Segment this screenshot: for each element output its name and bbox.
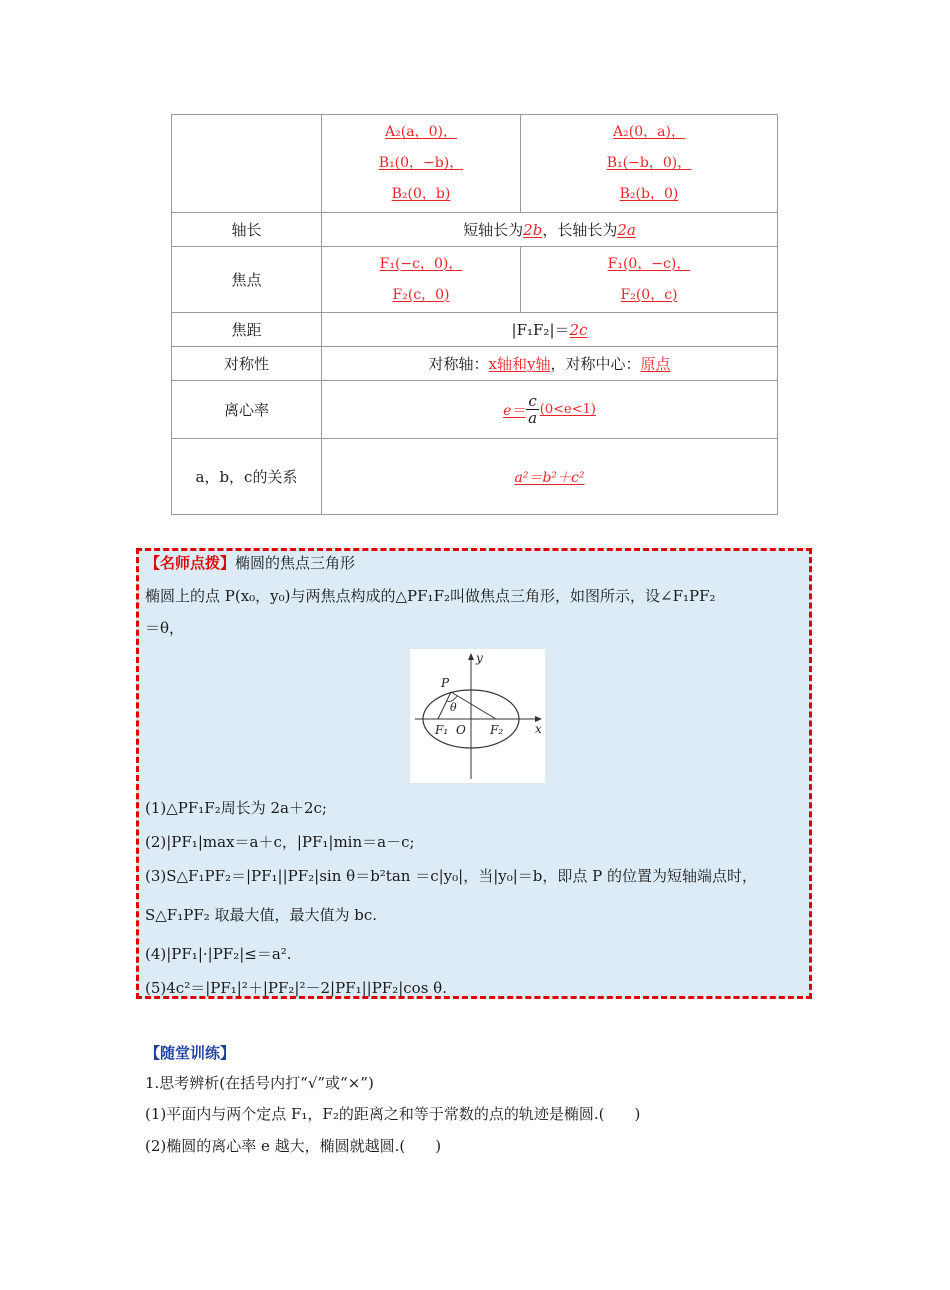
label-f2: F₂ — [490, 723, 504, 737]
focal-distance: 2c — [569, 321, 588, 339]
focal-triangle-figure — [410, 649, 545, 783]
relation-formula: a²＝b²＋c² — [514, 469, 585, 486]
practice-q1: 1.思考辨析(在括号内打“√”或“×”) — [145, 1074, 374, 1092]
tip-item-3-cont: S△F₁PF₂ 取最大值，最大值为 bc. — [145, 906, 378, 924]
symmetry-row — [172, 347, 778, 381]
symmetry-axes: x轴和y轴 — [488, 355, 551, 373]
focus-label: 焦点 — [172, 247, 322, 313]
label-o: O — [456, 723, 466, 737]
tip-intro-1: 椭圆上的点 P(x₀，y₀)与两焦点构成的△PF₁F₂叫做焦点三角形，如图所示，设∠F₁PF₂ — [145, 587, 716, 605]
vertex-b2-y: B₂(b，0) — [619, 186, 679, 202]
tip-title: 椭圆的焦点三角形 — [235, 554, 356, 572]
axis-row — [172, 213, 778, 247]
eccentricity-row — [172, 381, 778, 439]
ellipse-properties-table — [171, 114, 778, 515]
long-axis: 2a — [617, 221, 636, 239]
ecc-denominator: a — [528, 409, 538, 427]
tip-intro-2: ＝θ， — [145, 619, 185, 637]
label-f1: F₁ — [435, 723, 449, 737]
relation-value — [322, 439, 778, 515]
focus-f1-y: F₁(0，−c)， — [607, 255, 691, 272]
tip-heading — [145, 552, 355, 574]
relation-label: a，b，c的关系 — [172, 439, 322, 515]
vertex-cell-x — [322, 115, 521, 213]
axis-label: 轴长 — [172, 213, 322, 247]
tip-item-3: (3)S△F₁PF₂＝|PF₁||PF₂|sin θ＝b²tan ＝c|y₀|，当|y₀|＝b，即点 P 的位置为短轴端点时， — [145, 867, 758, 885]
vertex-a2-y: A₂(0，a)， — [613, 124, 685, 140]
teacher-tip-box — [136, 548, 812, 999]
relation-row — [172, 439, 778, 515]
short-axis: 2b — [523, 221, 543, 239]
vertex-row — [172, 115, 778, 213]
focus-cell-y — [521, 247, 778, 313]
symmetry-center: 原点 — [640, 355, 671, 373]
symmetry-value: 对称轴：x轴和y轴，对称中心：原点 — [322, 347, 778, 381]
vertex-cell-y — [521, 115, 778, 213]
ellipse-diagram — [410, 649, 545, 783]
tip-item-4: (4)|PF₁|·|PF₂|≤＝a². — [145, 945, 292, 963]
tip-item-1: (1)△PF₁F₂周长为 2a＋2c; — [145, 799, 327, 817]
label-y: y — [476, 651, 483, 665]
vertex-a2: A₂(a，0)， — [385, 124, 457, 140]
symmetry-label: 对称性 — [172, 347, 322, 381]
y-axis-arrow — [468, 653, 474, 660]
focal-label: 焦距 — [172, 313, 322, 347]
vertex-b1: B₁(0，−b)， — [378, 155, 464, 171]
vertex-b2: B₂(0，b) — [391, 186, 451, 202]
vertex-label-cell — [172, 115, 322, 213]
eccentricity-value — [322, 381, 778, 439]
focal-row — [172, 313, 778, 347]
focus-f2: F₂(c，0) — [392, 286, 450, 303]
segment-pf2 — [451, 692, 496, 719]
focus-f2-y: F₂(0，c) — [620, 286, 678, 303]
ecc-range: (0<e<1) — [539, 402, 596, 417]
ecc-numerator: c — [528, 392, 537, 410]
practice-title: 【随堂训练】 — [145, 1044, 236, 1062]
practice-q1-2: (2)椭圆的离心率 e 越大，椭圆就越圆.( ) — [145, 1137, 442, 1155]
tip-item-2: (2)|PF₁|max＝a＋c，|PF₁|min＝a－c; — [145, 833, 415, 851]
label-theta: θ — [450, 701, 457, 714]
focus-f1: F₁(−c，0)， — [379, 255, 463, 272]
tip-item-5: (5)4c²＝|PF₁|²＋|PF₂|²－2|PF₁||PF₂|cos θ. — [145, 979, 447, 997]
focal-value: |F₁F₂|＝2c — [322, 313, 778, 347]
tip-tag: 【名师点拨】 — [145, 554, 236, 572]
focus-cell-x — [322, 247, 521, 313]
eccentricity-label: 离心率 — [172, 381, 322, 439]
label-x: x — [535, 722, 542, 736]
label-p: P — [441, 676, 450, 690]
focus-row — [172, 247, 778, 313]
ecc-e: e＝ — [503, 402, 526, 419]
practice-q1-1: (1)平面内与两个定点 F₁，F₂的距离之和等于常数的点的轨迹是椭圆.( ) — [145, 1105, 641, 1123]
axis-value: 短轴长为2b，长轴长为2a — [322, 213, 778, 247]
vertex-b1-y: B₁(−b，0)， — [606, 155, 692, 171]
